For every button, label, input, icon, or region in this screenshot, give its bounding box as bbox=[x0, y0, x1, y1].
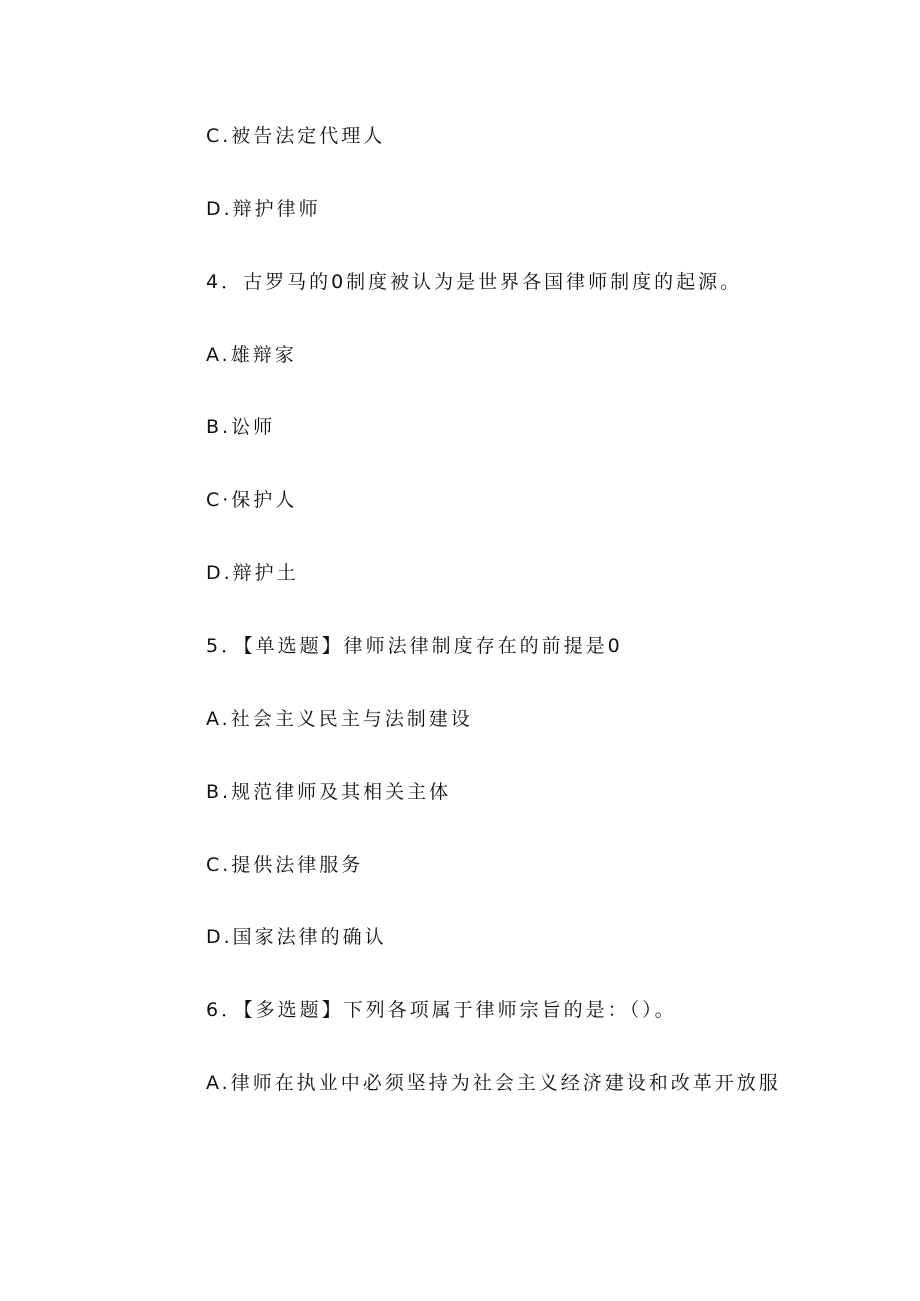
option-d-q4: D.辩护土 bbox=[206, 562, 299, 584]
option-a-q4: A.雄辩家 bbox=[206, 344, 297, 366]
option-c-q3: C.被告法定代理人 bbox=[206, 125, 386, 147]
option-a-q6: A.律师在执业中必须坚持为社会主义经济建设和改革开放服 bbox=[206, 1072, 781, 1094]
option-d-q3: D.辩护律师 bbox=[206, 198, 321, 220]
option-c-q5: C.提供法律服务 bbox=[206, 854, 364, 876]
option-b-q4: B.讼师 bbox=[206, 416, 276, 438]
question-5: 5．【单选题】律师法律制度存在的前提是0 bbox=[206, 635, 623, 657]
option-c-q4: C·保护人 bbox=[206, 489, 298, 511]
question-4: 4．古罗马的0制度被认为是世界各国律师制度的起源。 bbox=[206, 271, 743, 293]
option-b-q5: B.规范律师及其相关主体 bbox=[206, 781, 452, 803]
question-6: 6．【多选题】下列各项属于律师宗旨的是：（）。 bbox=[206, 999, 677, 1021]
option-d-q5: D.国家法律的确认 bbox=[206, 926, 387, 948]
option-a-q5: A.社会主义民主与法制建设 bbox=[206, 708, 473, 730]
